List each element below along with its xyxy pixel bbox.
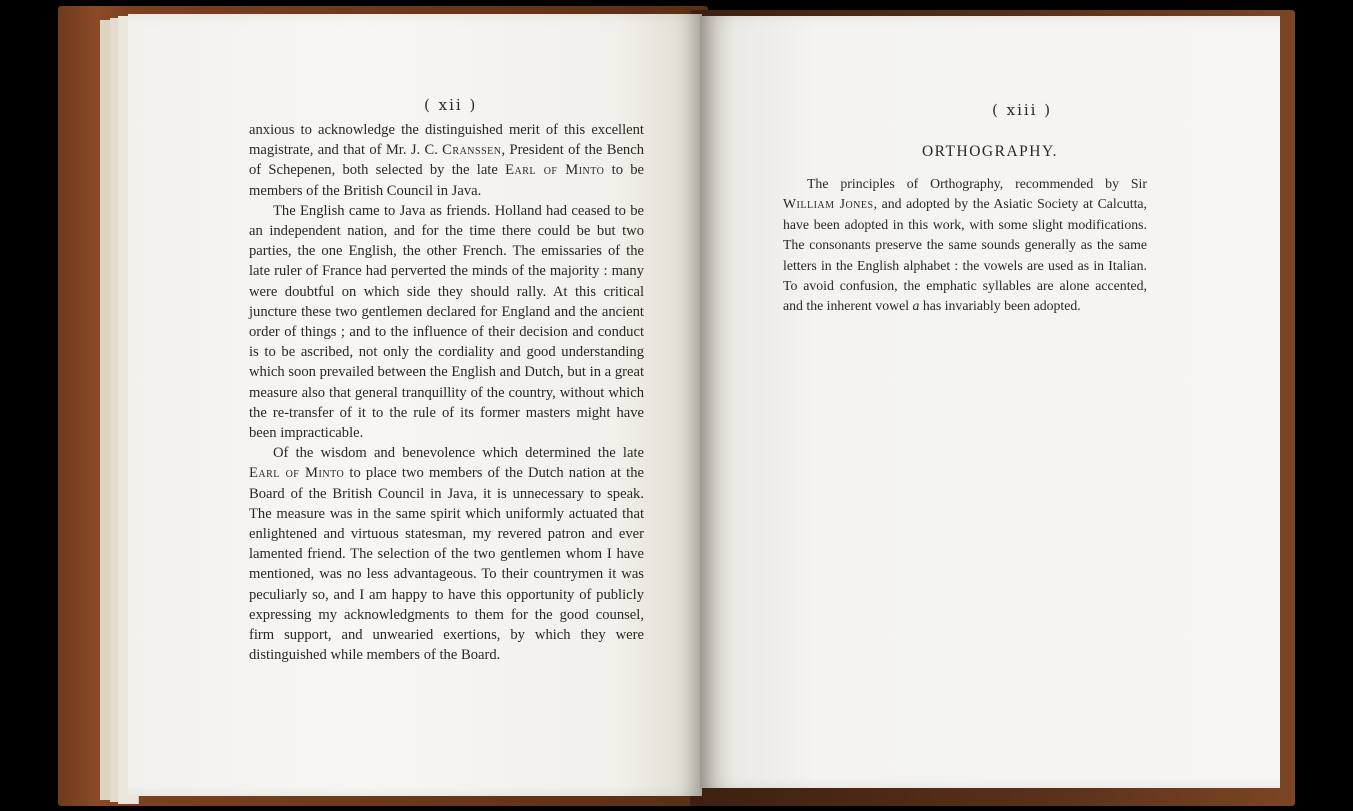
person-name: Earl of Minto xyxy=(505,162,605,179)
italic-vowel: a xyxy=(912,298,920,314)
text-run: , and adopted by the Asiatic Society at Calcutta, have been adopted in this work, with some slight modifications. The consonants preserve the same sounds generally as the same letters in the English alphabet : the vowels are used as in Italian. To avoid confusion, the emphatic syllables are alone accented, and the inherent vowel xyxy=(783,196,1147,314)
paragraph: The English came to Java as friends. Holland had ceased to be an independent nation, and for the time there could be but two parties, the one English, the other French. The emissaries of the late ruler of France had perverted the minds of the majority : many were doubtful on which side they should rally. At this critical juncture these two gentlemen declared for England and the ancient order of things ; and to the influence of their decision and conduct is to be ascribed, not only the cordiality and good understanding which soon prevailed between the English and Dutch, but in a great measure also that general tranquillity of the country, without which the re-transfer of it to the rule of its former masters might have been impracticable. xyxy=(249,202,644,442)
section-heading: ORTHOGRAPHY. xyxy=(921,143,1059,160)
left-page-body xyxy=(249,120,644,665)
text-run: Of the wisdom and benevolence which determined the late xyxy=(273,445,644,462)
left-page xyxy=(128,14,702,796)
text-run: The principles of Orthography, recommended by Sir xyxy=(807,176,1147,191)
text-run: anxious to acknowledge the distinguished merit of this excellent magistrate, and that of Mr. J. C. xyxy=(249,122,644,159)
right-page-body xyxy=(783,174,1147,317)
paragraph xyxy=(783,174,1147,317)
paragraph xyxy=(249,120,644,201)
right-page xyxy=(700,16,1280,788)
person-name: William Jones xyxy=(783,196,874,212)
text-run: to be members of the British Council in Java. xyxy=(249,162,644,199)
paragraph xyxy=(249,443,644,665)
text-run: has invariably been adopted. xyxy=(919,298,1081,314)
text-run: , President of the Bench of Schepenen, both selected by the late xyxy=(249,142,644,179)
text-run: to place two members of the Dutch nation at the Board of the British Council in Java, it is unnecessary to speak. The measure was in the same spirit which uniformly actuated that enlightened and virtuous statesman, my revered patron and ever lamented friend. The selection of the two gentlemen whom I have mentioned, was no less advantageous. To their countrymen it was peculiarly so, and I am happy to have this opportunity of publicly expressing my acknowledgments to them for the good counsel, firm support, and unwearied exertions, by which they were distinguished while members of the Board. xyxy=(249,465,645,664)
page-number-left: ( xii ) xyxy=(424,96,478,114)
person-name: Cranssen xyxy=(442,142,502,159)
person-name: Earl of Minto xyxy=(249,465,345,482)
page-number-right: ( xiii ) xyxy=(992,101,1053,119)
